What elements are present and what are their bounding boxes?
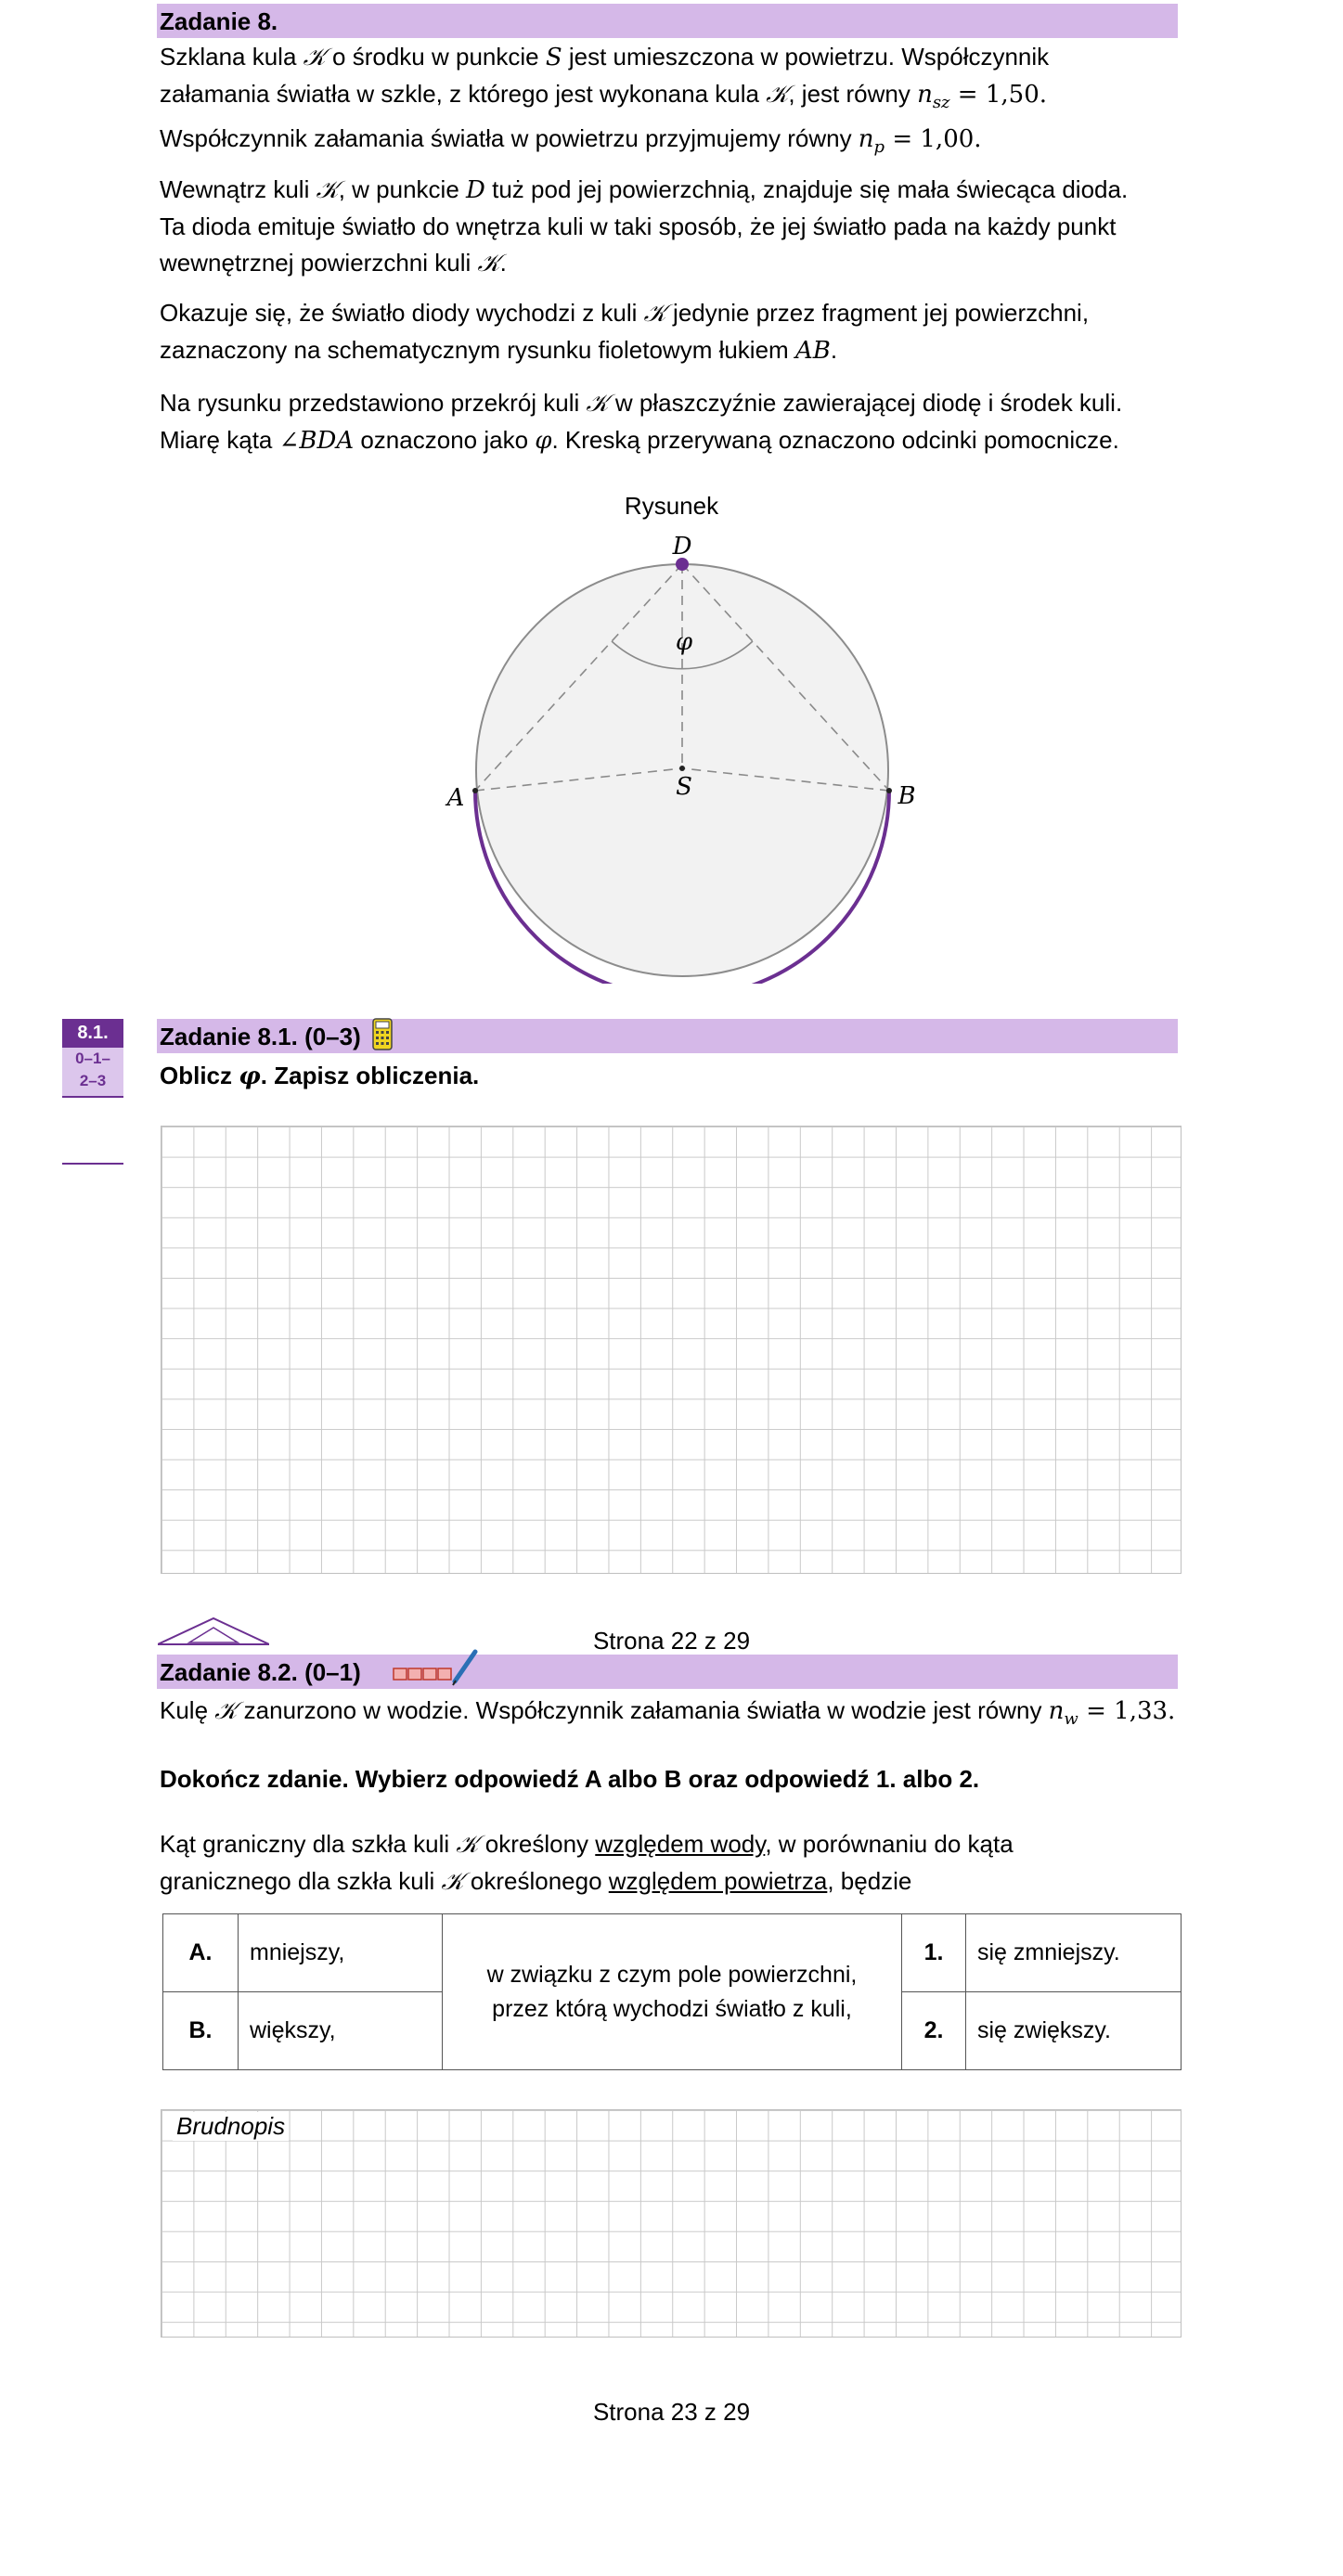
option-A-text[interactable]: mniejszy, bbox=[239, 1914, 443, 1992]
option-B-text[interactable]: większy, bbox=[239, 1992, 443, 2070]
score-line bbox=[62, 1163, 123, 1165]
point-A bbox=[472, 788, 478, 793]
answer-key-icon bbox=[392, 1648, 479, 1687]
page-footer-22: Strona 22 z 29 bbox=[592, 1627, 751, 1655]
task8-paragraph-1: Szklana kula 𝒦 o środku w punkcie S jest umieszczona w powietrzu. Współczynnik załamania światła w szkle, z którego jest wykonana kula 𝒦, jest równy $n_{sz} = 1,50$. Współczynnik załamania światła w powietrzu przyjmujemy równy $n_p = 1,00$. bbox=[160, 43, 1050, 158]
center-point-S bbox=[679, 766, 685, 771]
page-footer-23: Strona 23 z 29 bbox=[592, 2398, 751, 2426]
option-B-letter[interactable]: B. bbox=[163, 1992, 239, 2070]
answer-middle-text: w związku z czym pole powierzchni, przez którą wychodzi światło z kuli, bbox=[443, 1914, 902, 2070]
option-2-number[interactable]: 2. bbox=[902, 1992, 966, 2070]
task8-header-band bbox=[157, 4, 1178, 38]
option-A-letter[interactable]: A. bbox=[163, 1914, 239, 1992]
option-1-text[interactable]: się zmniejszy. bbox=[966, 1914, 1182, 1992]
label-B: B bbox=[897, 782, 916, 810]
task81-badge-points: 0–1– 2–3 bbox=[62, 1048, 123, 1098]
task81-title: Zadanie 8.1. (0–3) bbox=[160, 1023, 361, 1050]
scratch-grid[interactable] bbox=[161, 2109, 1182, 2338]
task8-paragraph-2: Wewnątrz kuli 𝒦, w punkcie D tuż pod jej powierzchnią, znajduje się mała świecąca dioda. Ta dioda emituje światło do wnętrza kuli w taki sposób, że jej światło pada na każdy punkt wewnętrznej powierzchni kuli 𝒦. bbox=[160, 175, 1129, 277]
task81-instruction: Oblicz φ. Zapisz obliczenia. bbox=[160, 1062, 480, 1090]
task82-stem: Kąt graniczny dla szkła kuli 𝒦 określony względem wody, w porównaniu do kąta granicznego dla szkła kuli 𝒦 określonego względem powietrza, będzie bbox=[160, 1830, 1014, 1896]
task82-instruction: Dokończ zdanie. Wybierz odpowiedź A albo B oraz odpowiedź 1. albo 2. bbox=[160, 1765, 980, 1793]
label-S: S bbox=[676, 773, 692, 801]
point-B bbox=[886, 788, 892, 793]
task8-paragraph-3: Okazuje się, że światło diody wychodzi z kuli 𝒦 jedynie przez fragment jej powierzchni, zaznaczony na schematycznym rysunku fioletowym łukiem AB. bbox=[160, 299, 1090, 365]
calculator-icon bbox=[372, 1018, 393, 1051]
task82-paragraph-1: Kulę 𝒦 zanurzono w wodzie. Współczynnik załamania światła w wodzie jest równy $n_w = 1,33$. bbox=[160, 1696, 1176, 1730]
label-D: D bbox=[672, 533, 692, 560]
task82-title: Zadanie 8.2. (0–1) bbox=[160, 1658, 361, 1686]
sphere-figure bbox=[0, 520, 1343, 984]
label-phi: φ bbox=[675, 628, 693, 656]
figure-caption: Rysunek bbox=[624, 492, 719, 520]
label-A: A bbox=[446, 784, 465, 812]
scratch-label: Brudnopis bbox=[173, 2112, 289, 2141]
option-2-text[interactable]: się zwiększy. bbox=[966, 1992, 1182, 2070]
task81-badge-number: 8.1. bbox=[62, 1019, 123, 1048]
answer-table bbox=[162, 1913, 1182, 2070]
task81-answer-grid[interactable] bbox=[161, 1126, 1182, 1574]
task8-title: Zadanie 8. bbox=[160, 7, 278, 35]
option-1-number[interactable]: 1. bbox=[902, 1914, 966, 1992]
task8-paragraph-4: Na rysunku przedstawiono przekrój kuli 𝒦 w płaszczyźnie zawierającej diodę i środek kuli. Miarę kąta ∠BDA oznaczono jako φ. Kreską przerywaną oznaczono odcinki pomocnicze. bbox=[160, 389, 1123, 455]
